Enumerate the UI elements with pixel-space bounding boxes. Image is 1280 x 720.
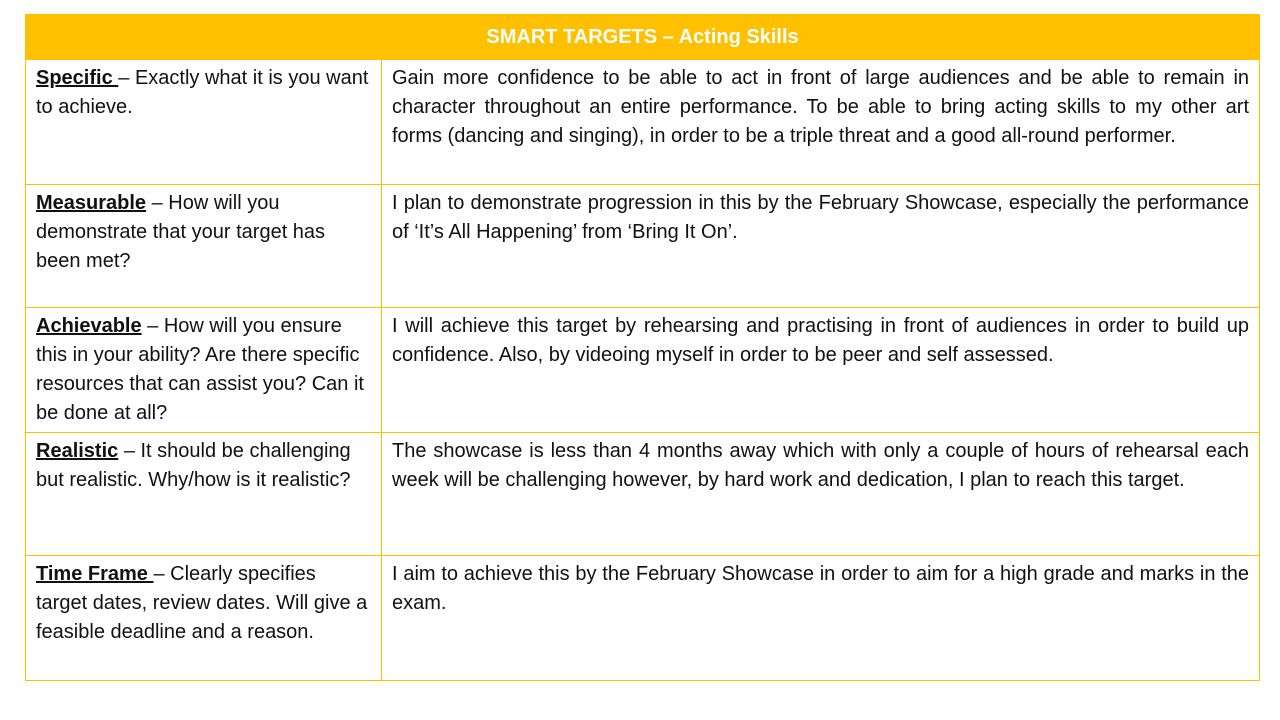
table-row-measurable <box>26 185 1260 308</box>
table-row-time-frame <box>26 556 1260 681</box>
criterion-cell <box>26 433 382 556</box>
response-cell: I will achieve this target by rehearsing and practising in front of audiences in order to build up confidence. Also, by videoing myself in order to be peer and self assessed. <box>382 308 1260 433</box>
table-row-achievable <box>26 308 1260 433</box>
criterion-description: – How will you ensure this in your ability? Are there specific resources that can assist you? Can it be done at all? <box>36 315 364 424</box>
table-header-row <box>26 15 1260 60</box>
response-cell: I aim to achieve this by the February Showcase in order to aim for a high grade and marks in the exam. <box>382 556 1260 681</box>
criterion-description: – How will you demonstrate that your target has been met? <box>36 192 326 272</box>
response-cell: The showcase is less than 4 months away which with only a couple of hours of rehearsal each week will be challenging however, by hard work and dedication, I plan to reach this target. <box>382 433 1260 556</box>
criterion-term: Measurable <box>36 192 147 214</box>
criterion-term: Realistic <box>36 440 119 462</box>
criterion-description: – It should be challenging but realistic. Why/how is it realistic? <box>36 440 351 491</box>
criterion-term: Specific <box>36 67 119 89</box>
table-row-realistic <box>26 433 1260 556</box>
criterion-description: – Clearly specifies target dates, review dates. Will give a feasible deadline and a reason. <box>36 563 368 643</box>
smart-targets-document <box>25 14 1259 681</box>
smart-targets-table <box>25 14 1260 681</box>
criterion-cell <box>26 556 382 681</box>
table-title: SMART TARGETS – Acting Skills <box>26 15 1260 60</box>
criterion-cell <box>26 308 382 433</box>
criterion-term: Achievable <box>36 315 142 337</box>
criterion-cell <box>26 60 382 185</box>
criterion-cell <box>26 185 382 308</box>
criterion-term: Time Frame <box>36 563 154 585</box>
criterion-description: – Exactly what it is you want to achieve. <box>36 67 369 118</box>
table-row-specific <box>26 60 1260 185</box>
response-cell: Gain more confidence to be able to act in front of large audiences and be able to remain in character throughout an entire performance. To be able to bring acting skills to my other art forms (dancing and singing), in order to be a triple threat and a good all-round performer. <box>382 60 1260 185</box>
response-cell: I plan to demonstrate progression in this by the February Showcase, especially the performance of ‘It’s All Happening’ from ‘Bring It On’. <box>382 185 1260 308</box>
